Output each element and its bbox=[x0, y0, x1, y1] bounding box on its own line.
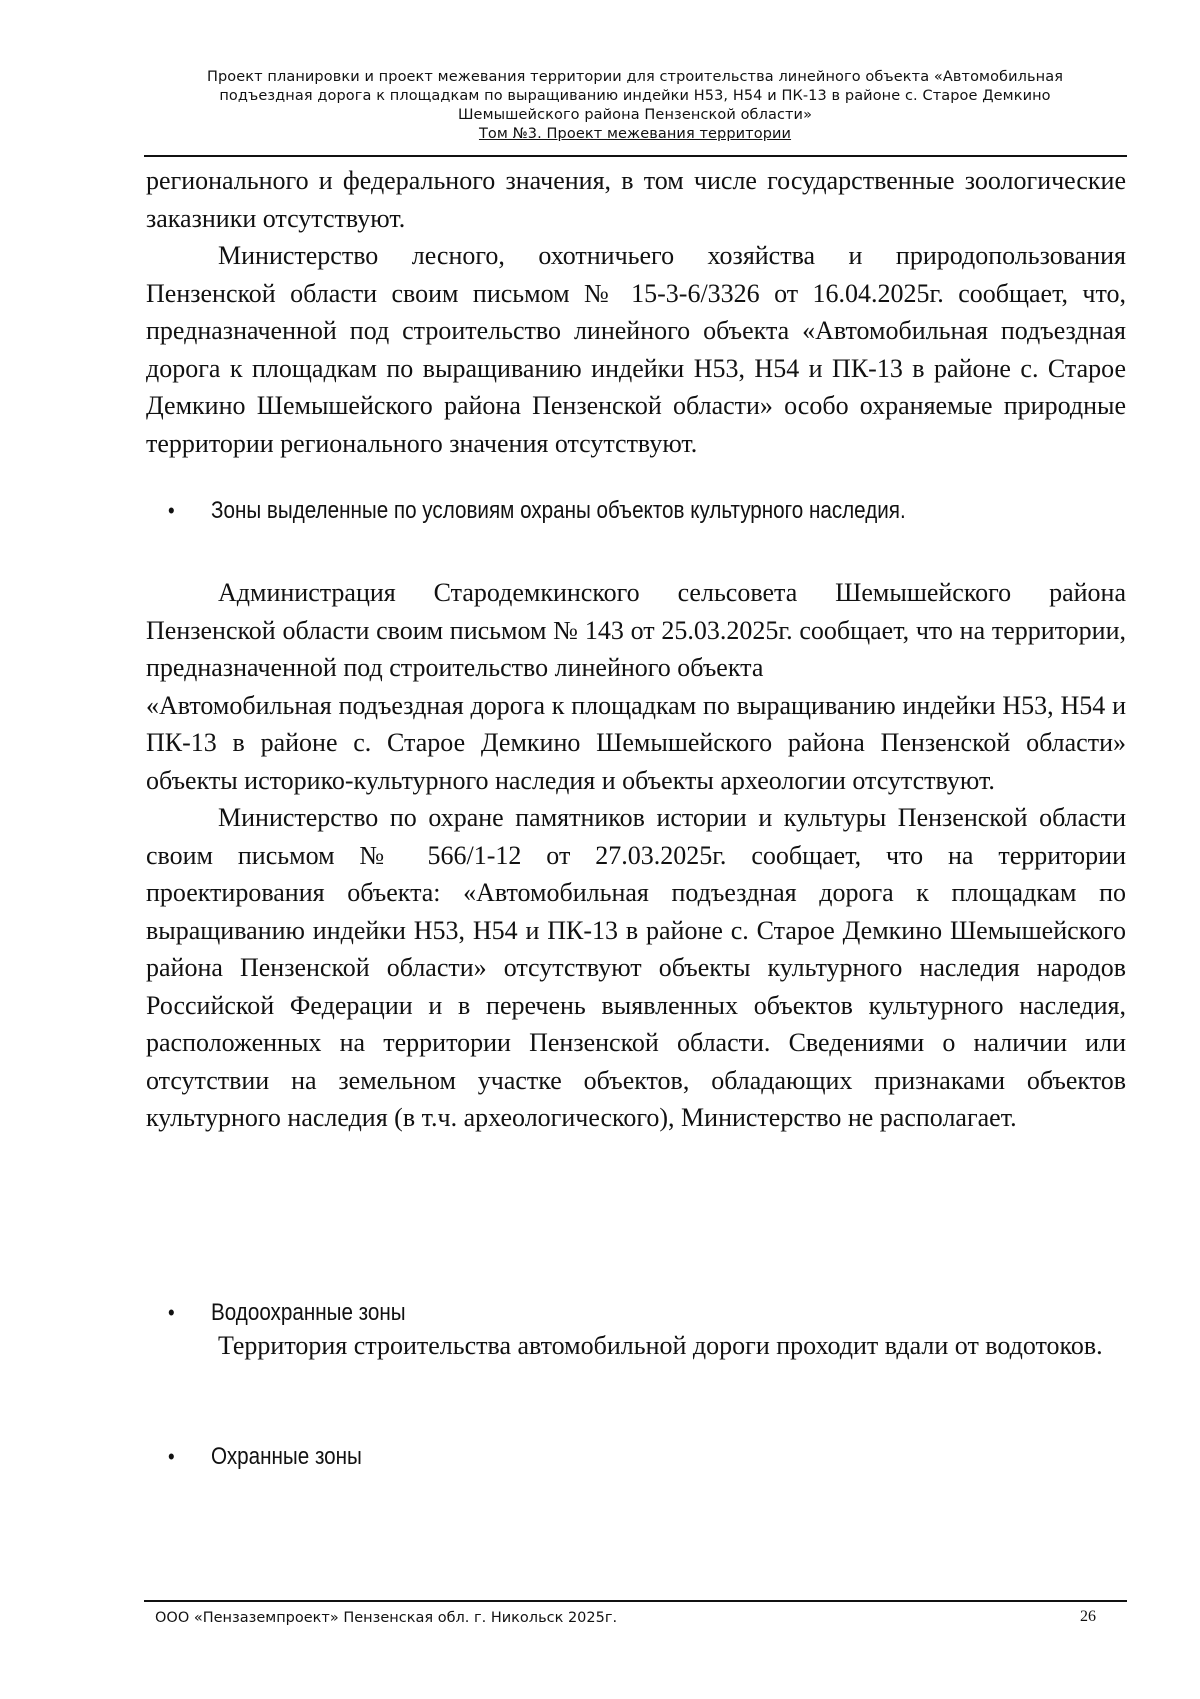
paragraph-continuation: регионального и федерального значения, в том числе государственные зоологические заказники отсутствуют. bbox=[146, 166, 1126, 233]
paragraph-forestry-ministry: Министерство лесного, охотничьего хозяйства и природопользования Пензенской области своим письмом № 15-3-6/3326 от 16.04.2025г. сообщает, что, предназначенной под строительство линейного объекта «Автомобильная подъездная дорога к площадкам по выращиванию индейки Н53, Н54 и ПК-13 в районе с. Старое Демкино Шемышейского района Пензенской области» особо охраняемые природные территории регионального значения отсутствуют. bbox=[146, 241, 1126, 458]
paragraph-watercourses: Территория строительства автомобильной дороги проходит вдали от водотоков. bbox=[218, 1331, 1103, 1360]
paragraph-administration: Администрация Стародемкинского сельсовета Шемышейского района Пензенской области своим письмом № 143 от 25.03.2025г. сообщает, что на территории, предназначенной под строительство линейного объекта bbox=[146, 578, 1126, 682]
bullet-label: Охранные зоны bbox=[211, 1443, 362, 1470]
footer-company: ООО «Пензаземпроект» Пензенская обл. г. Никольск 2025г. bbox=[155, 1610, 618, 1626]
page-number: 26 bbox=[1080, 1608, 1096, 1625]
bullet-protection-zones bbox=[168, 1442, 362, 1472]
bullet-icon: • bbox=[168, 498, 175, 523]
header-line-2: подъездная дорога к площадкам по выращиванию индейки Н53, Н54 и ПК-13 в районе с. Старое Демкино bbox=[219, 88, 1051, 104]
header-divider bbox=[144, 155, 1127, 157]
header-line-3: Шемышейского района Пензенской области» bbox=[457, 107, 813, 123]
footer-divider bbox=[144, 1600, 1127, 1602]
bullet-label: Водоохранные зоны bbox=[211, 1299, 406, 1326]
paragraph-administration-cont: «Автомобильная подъездная дорога к площадкам по выращиванию индейки Н53, Н54 и ПК-13 в районе с. Старое Демкино Шемышейского района Пензенской области» объекты историко-культурного наследия и объекты археологии отсутствуют. bbox=[146, 690, 1126, 795]
bullet-label: Зоны выделенные по условиям охраны объектов культурного наследия. bbox=[211, 497, 906, 524]
header-volume: Том №3. Проект межевания территории bbox=[478, 126, 792, 142]
bullet-cultural-heritage-zones bbox=[168, 496, 906, 526]
text-block-3 bbox=[146, 1327, 1126, 1365]
bullet-icon: • bbox=[168, 1444, 175, 1469]
text-block-1 bbox=[146, 162, 1126, 462]
text-block-2 bbox=[146, 574, 1126, 1137]
header-line-1: Проект планировки и проект межевания территории для строительства линейного объекта «Автомобильная bbox=[206, 69, 1064, 85]
paragraph-culture-ministry: Министерство по охране памятников истории и культуры Пензенской области своим письмом № 566/1-12 от 27.03.2025г. сообщает, что на территории проектирования объекта: «Автомобильная подъездная дорога к площадкам по выращиванию индейки Н53, Н54 и ПК-13 в районе с. Старое Демкино Шемышейского района Пензенской области» отсутствуют объекты культурного наследия народов Российской Федерации и в перечень выявленных объектов культурного наследия, расположенных на территории Пензенской области. Сведениями о наличии или отсутствии на земельном участке объектов, обладающих признаками объектов культурного наследия (в т.ч. археологического), Министерство не располагает. bbox=[146, 803, 1126, 1132]
bullet-water-protection-zones bbox=[168, 1298, 406, 1328]
page-header bbox=[145, 68, 1125, 144]
bullet-icon: • bbox=[168, 1300, 175, 1325]
